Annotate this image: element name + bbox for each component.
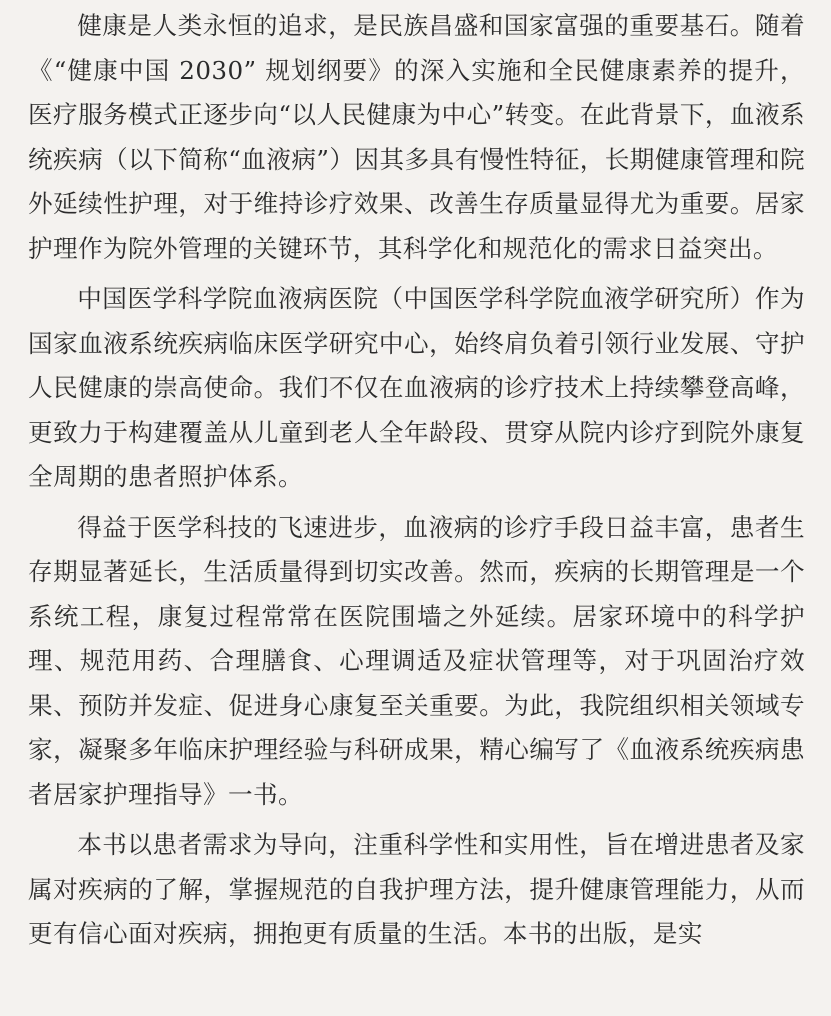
paragraph-4: 本书以患者需求为导向，注重科学性和实用性，旨在增进患者及家属对疾病的了解，掌握规范的自我护理方法，提升健康管理能力，从而更有信心面对疾病，拥抱更有质量的生活。本书的出版，是实 [28,830,805,948]
paragraph-2: 中国医学科学院血液病医院（中国医学科学院血液学研究所）作为国家血液系统疾病临床医学研究中心，始终肩负着引领行业发展、守护人民健康的崇高使命。我们不仅在血液病的诊疗技术上持续攀登高峰，更致力于构建覆盖从儿童到老人全年龄段、贯穿从院内诊疗到院外康复全周期的患者照护体系。 [28,284,805,491]
body-text [28,4,805,963]
paragraph-3: 得益于医学科技的飞速进步，血液病的诊疗手段日益丰富，患者生存期显著延长，生活质量得到切实改善。然而，疾病的长期管理是一个系统工程，康复过程常常在医院围墙之外延续。居家环境中的科学护理、规范用药、合理膳食、心理调适及症状管理等，对于巩固治疗效果、预防并发症、促进身心康复至关重要。为此，我院组织相关领域专家，凝聚多年临床护理经验与科研成果，精心编写了《血液系统疾病患者居家护理指导》一书。 [28,512,805,809]
paragraph-1: 健康是人类永恒的追求，是民族昌盛和国家富强的重要基石。随着《“健康中国 2030” 规划纲要》的深入实施和全民健康素养的提升，医疗服务模式正逐步向“以人民健康为中心”转变。在此背景下，血液系统疾病（以下简称“血液病”）因其多具有慢性特征，长期健康管理和院外延续性护理，对于维持诊疗效果、改善生存质量显得尤为重要。居家护理作为院外管理的关键环节，其科学化和规范化的需求日益突出。 [28,11,805,263]
